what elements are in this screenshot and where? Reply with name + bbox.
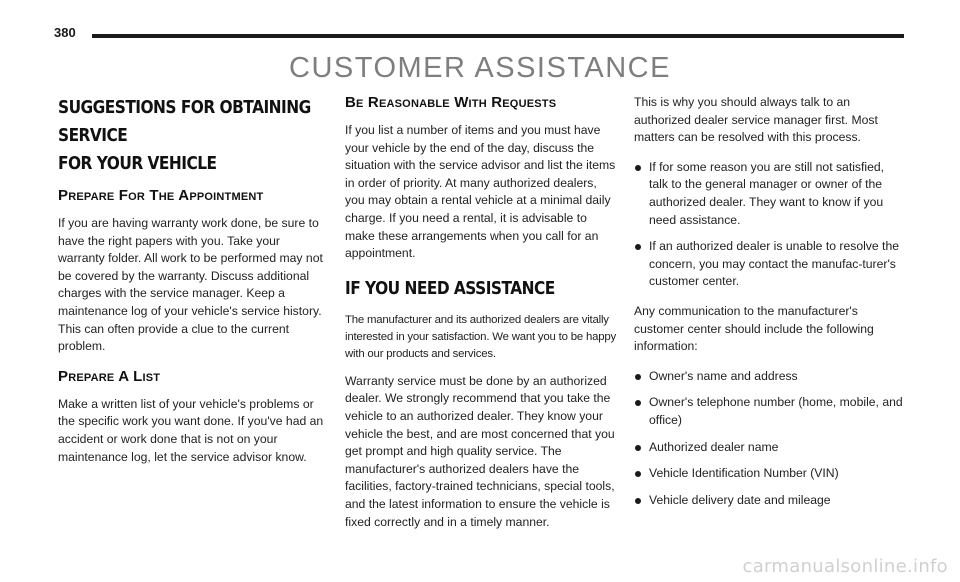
- heading-line-1: SUGGESTIONS FOR OBTAINING SERVICE: [58, 98, 311, 146]
- column-middle: [345, 94, 617, 543]
- list-item: [634, 492, 906, 510]
- paragraph-prepare-list: Make a written list of your vehicle's problems or the specific work you want done. If you've had an accident or work done that is not on your maintenance log, let the service advisor know.: [58, 396, 324, 464]
- subheading-prepare-list: Prepare A List: [58, 367, 161, 385]
- subheading-reasonable-requests: Be Reasonable With Requests: [345, 94, 557, 111]
- chapter-title: CUSTOMER ASSISTANCE: [289, 52, 671, 84]
- subheading-prepare-appointment: Prepare For The Appointment: [58, 187, 264, 204]
- list-item-text: Authorized dealer name: [649, 439, 779, 454]
- list-item: [634, 238, 906, 291]
- list-item-text: If an authorized dealer is unable to resolve the concern, you may contact the manufac-turer's customer center.: [649, 239, 900, 289]
- bullet-icon: [635, 165, 641, 171]
- paragraph-assistance-intro: The manufacturer and its authorized dealers are vitally interested in your satisfaction. We want you to be happy with our products and services.: [345, 313, 616, 360]
- list-item-text: Owner's telephone number (home, mobile, and office): [649, 395, 903, 427]
- list-item-text: Owner's name and address: [649, 368, 798, 383]
- paragraph-communication: Any communication to the manufacturer's customer center should include the following information:: [634, 303, 874, 354]
- list-item: [634, 159, 906, 229]
- bullet-list-required-info: [634, 368, 906, 510]
- list-item: [634, 394, 906, 429]
- section-heading-need-assistance: IF YOU NEED ASSISTANCE: [345, 278, 555, 299]
- header-rule: [92, 34, 904, 38]
- section-heading-obtaining-service: [58, 94, 322, 178]
- bullet-icon: [635, 498, 641, 504]
- column-right: [634, 94, 906, 521]
- bullet-icon: [635, 471, 641, 477]
- list-item-text: Vehicle Identification Number (VIN): [649, 466, 839, 481]
- bullet-list-escalation: [634, 159, 906, 291]
- bullet-icon: [635, 400, 641, 406]
- paragraph-talk-to-dealer: This is why you should always talk to an authorized dealer service manager first. Most matters can be resolved with this process.: [634, 95, 878, 145]
- watermark: carmanualsonline.info: [742, 556, 948, 577]
- bullet-icon: [635, 244, 641, 250]
- bullet-icon: [635, 445, 641, 451]
- paragraph-reasonable-requests: If you list a number of items and you must have your vehicle by the end of the day, discuss the situation with the service advisor and list the items in order of priority. At many authorized dealers, you may obtain a rental vehicle at a minimal daily charge. If you need a rental, it is advisable to make these arrangements when you call for an appointment.: [345, 123, 616, 261]
- page-number: 380: [54, 25, 76, 40]
- list-item-text: If for some reason you are still not satisfied, talk to the general manager or owner of the authorized dealer. They want to know if you need assistance.: [649, 159, 885, 227]
- heading-line-2: FOR YOUR VEHICLE: [58, 154, 217, 174]
- bullet-icon: [635, 374, 641, 380]
- list-item: [634, 439, 906, 457]
- list-item-text: Vehicle delivery date and mileage: [649, 492, 831, 507]
- paragraph-warranty-service: Warranty service must be done by an authorized dealer. We strongly recommend that you take the vehicle to an authorized dealer. They know your vehicle the best, and are most concerned that you get prompt and high quality service. The manufacturer's authorized dealers have the facilities, factory-trained technicians, special tools, and the latest information to ensure the vehicle is fixed correctly and in a timely manner.: [345, 373, 615, 529]
- column-left: [58, 94, 324, 478]
- paragraph-prepare-appointment: If you are having warranty work done, be sure to have the right papers with you. Take your warranty folder. All work to be performed may not be covered by the warranty. Discuss additional charges with the service manager. Keep a maintenance log of your vehicle's service history. This can often provide a clue to the current problem.: [58, 216, 323, 354]
- list-item: [634, 368, 906, 386]
- list-item: [634, 465, 906, 483]
